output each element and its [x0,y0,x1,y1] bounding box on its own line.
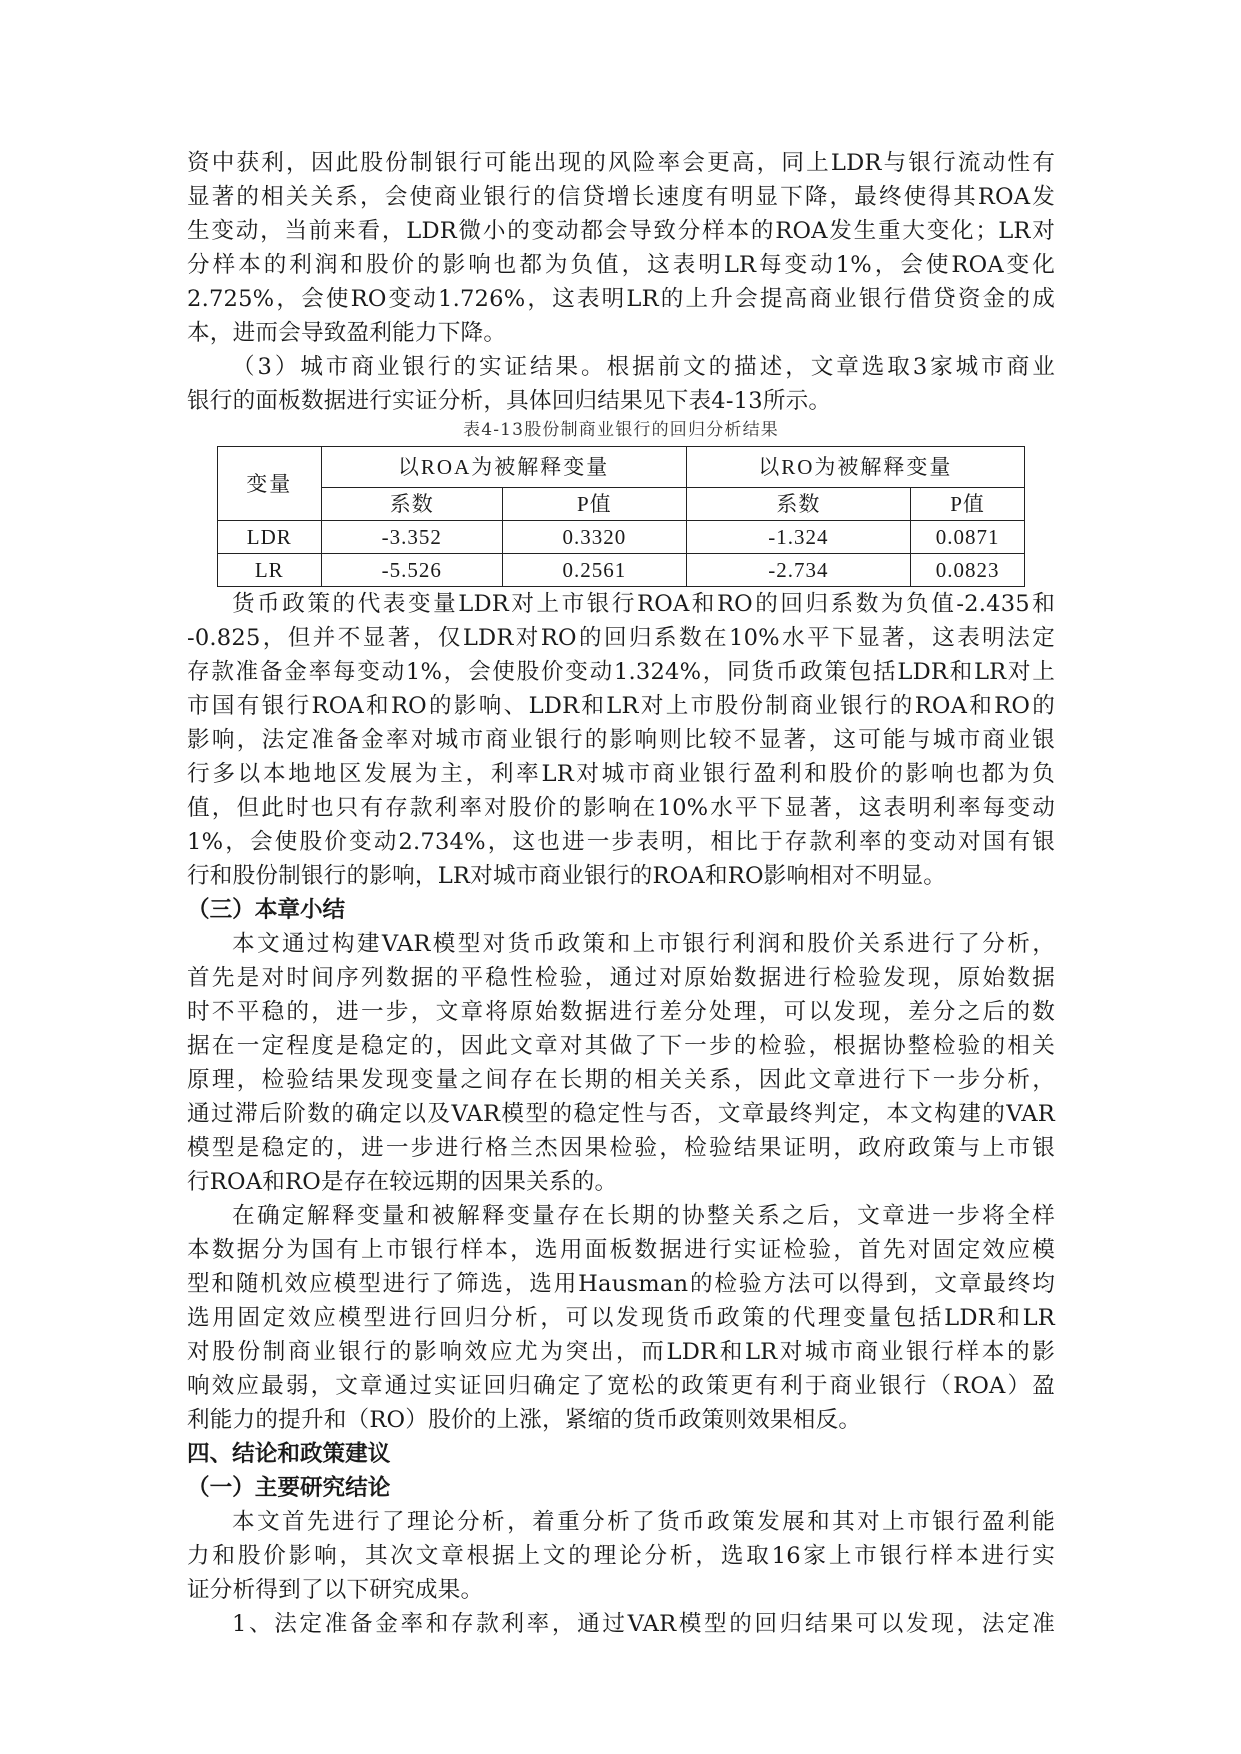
cell-value: -3.352 [321,521,502,554]
header-ro-group: 以RO为被解释变量 [686,447,1024,488]
cell-value: 0.0823 [911,554,1025,587]
subheader-p: P值 [911,488,1025,521]
chapter-heading: 四、结论和政策建议 [187,1441,391,1467]
paragraph-line: 原理，检验结果发现变量之间存在长期的相关关系，因此文章进行下一步分析， [187,1067,1055,1093]
table-caption: 表4-13股份制商业银行的回归分析结果 [463,420,779,440]
section-heading: （一）主要研究结论 [187,1475,391,1501]
paragraph-line: 利能力的提升和（RO）股价的上涨，紧缩的货币政策则效果相反。 [187,1407,862,1433]
paragraph-line: 行和股份制银行的影响，LR对城市商业银行的ROA和RO影响相对不明显。 [187,863,947,889]
paragraph-line: 值，但此时也只有存款利率对股价的影响在10%水平下显著，这表明利率每变动 [187,795,1055,821]
paragraph-line: 显著的相关关系，会使商业银行的信贷增长速度有明显下降，最终使得其ROA发 [187,184,1055,210]
paragraph-line: 首先是对时间序列数据的平稳性检验，通过对原始数据进行检验发现，原始数据 [187,965,1055,991]
cell-value: 0.2561 [503,554,687,587]
paragraph-line: 本文首先进行了理论分析，着重分析了货币政策发展和其对上市银行盈利能 [232,1509,1055,1535]
section-heading: （三）本章小结 [187,897,346,923]
paragraph-line: 货币政策的代表变量LDR对上市银行ROA和RO的回归系数为负值-2.435和 [232,591,1055,617]
paragraph-line: 资中获利，因此股份制银行可能出现的风险率会更高，同上LDR与银行流动性有 [187,150,1055,176]
paragraph-line: 生变动，当前来看，LDR微小的变动都会导致分样本的ROA发生重大变化；LR对 [187,218,1055,244]
paragraph-line: 模型是稳定的，进一步进行格兰杰因果检验，检验结果证明，政府政策与上市银 [187,1135,1055,1161]
regression-table [217,446,1025,587]
subheader-coef: 系数 [686,488,911,521]
paragraph-line: 本文通过构建VAR模型对货币政策和上市银行利润和股价关系进行了分析， [232,931,1055,957]
paragraph-line: 在确定解释变量和被解释变量存在长期的协整关系之后，文章进一步将全样 [232,1203,1055,1229]
cell-value: 0.3320 [503,521,687,554]
paragraph-line: 银行的面板数据进行实证分析，具体回归结果见下表4-13所示。 [187,388,832,414]
paragraph-line: 据在一定程度是稳定的，因此文章对其做了下一步的检验，根据协整检验的相关 [187,1033,1055,1059]
subheader-p: P值 [503,488,687,521]
table-row [218,554,1025,587]
paragraph-line: 力和股价影响，其次文章根据上文的理论分析，选取16家上市银行样本进行实 [187,1543,1055,1569]
cell-value: -5.526 [321,554,502,587]
paragraph-line: 型和随机效应模型进行了筛选，选用Hausman的检验方法可以得到，文章最终均 [187,1271,1055,1297]
paragraph-line: 1%，会使股价变动2.734%，这也进一步表明，相比于存款利率的变动对国有银 [187,829,1055,855]
paragraph-line: 存款准备金率每变动1%，会使股价变动1.324%，同货币政策包括LDR和LR对上 [187,659,1055,685]
paragraph-line: 行多以本地地区发展为主，利率LR对城市商业银行盈利和股价的影响也都为负 [187,761,1055,787]
cell-value: -1.324 [686,521,911,554]
paragraph-line: 证分析得到了以下研究成果。 [187,1577,484,1603]
subheader-coef: 系数 [321,488,502,521]
paragraph-line: 影响，法定准备金率对城市商业银行的影响则比较不显著，这可能与城市商业银 [187,727,1055,753]
paragraph-line: 本数据分为国有上市银行样本，选用面板数据进行实证检验，首先对固定效应模 [187,1237,1055,1263]
paragraph-line: 对股份制商业银行的影响效应尤为突出，而LDR和LR对城市商业银行样本的影 [187,1339,1055,1365]
header-roa-group: 以ROA为被解释变量 [321,447,686,488]
paragraph-line: 2.725%，会使RO变动1.726%，这表明LR的上升会提高商业银行借贷资金的成 [187,286,1055,312]
cell-variable: LR [218,554,322,587]
paragraph-line: 市国有银行ROA和RO的影响、LDR和LR对上市股份制商业银行的ROA和RO的 [187,693,1055,719]
paragraph-line: （3）城市商业银行的实证结果。根据前文的描述，文章选取3家城市商业 [232,354,1055,380]
cell-value: -2.734 [686,554,911,587]
paragraph-line: 本，进而会导致盈利能力下降。 [187,320,507,346]
document-page [187,146,1055,1641]
paragraph-line: 响效应最弱，文章通过实证回归确定了宽松的政策更有利于商业银行（ROA）盈 [187,1373,1055,1399]
paragraph-line: 行ROA和RO是存在较远期的因果关系的。 [187,1169,618,1195]
paragraph-line: 分样本的利润和股价的影响也都为负值，这表明LR每变动1%，会使ROA变化 [187,252,1055,278]
paragraph-line: 选用固定效应模型进行回归分析，可以发现货币政策的代理变量包括LDR和LR [187,1305,1055,1331]
cell-variable: LDR [218,521,322,554]
paragraph-line: 通过滞后阶数的确定以及VAR模型的稳定性与否，文章最终判定，本文构建的VAR [187,1101,1055,1127]
cell-value: 0.0871 [911,521,1025,554]
paragraph-line: -0.825，但并不显著，仅LDR对RO的回归系数在10%水平下显著，这表明法定 [187,625,1055,651]
header-variable: 变量 [218,447,322,521]
paragraph-line: 时不平稳的，进一步，文章将原始数据进行差分处理，可以发现，差分之后的数 [187,999,1055,1025]
table-row [218,521,1025,554]
paragraph-line: 1、法定准备金率和存款利率，通过VAR模型的回归结果可以发现，法定准 [232,1611,1055,1637]
